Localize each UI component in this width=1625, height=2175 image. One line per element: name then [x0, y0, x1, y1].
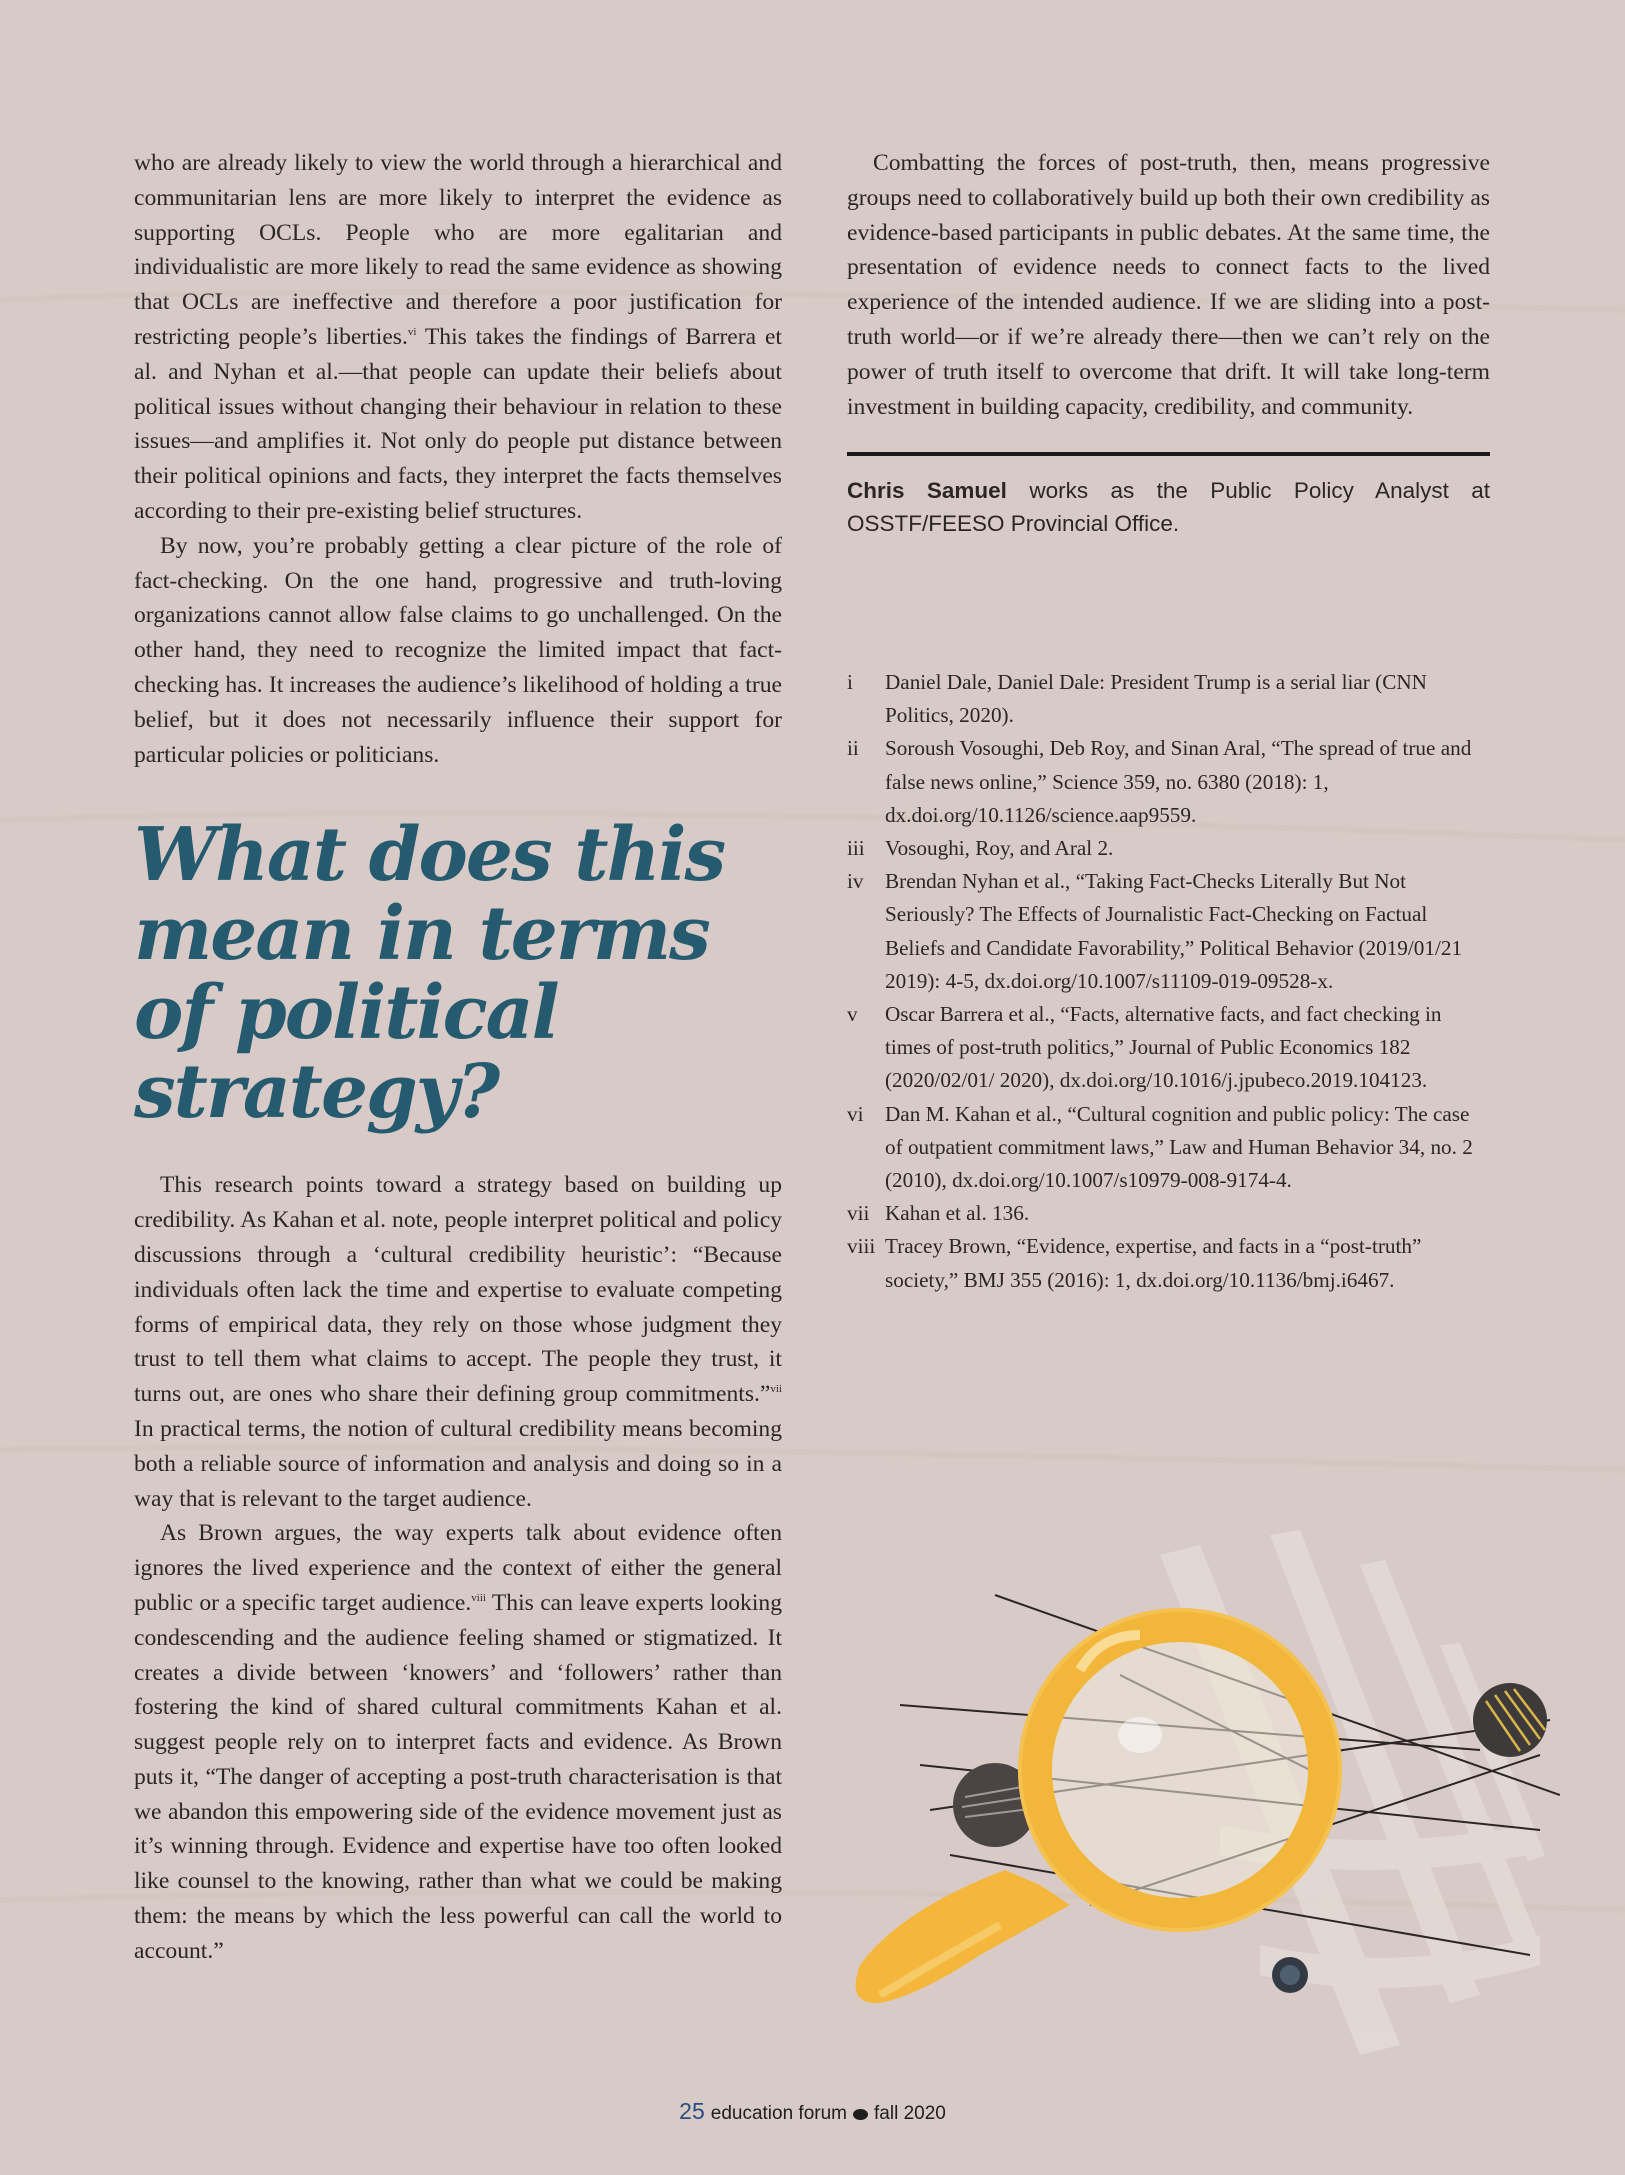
publication-name: education forum — [710, 2103, 847, 2124]
endnote-item: ii Soroush Vosoughi, Deb Roy, and Sinan Aral, “The spread of true and false news online,” Science 359, no. 6380 (2018): 1, dx.doi.org/10.1126/science.aap9559. — [847, 736, 1472, 827]
endnote-item: vi Dan M. Kahan et al., “Cultural cognition and public policy: The case of outpatient commitment laws,” Law and Human Behavior 34, no. 2 (2010), dx.doi.org/10.1007/s10979-008-9174-4. — [847, 1101, 1473, 1193]
paragraph: This research points toward a strategy based on building up credibility. As Kahan et al. note, people interpret political and policy discussions through a ‘cultural credibility heuristic’: “Because individuals often lack the time and expertise to evaluate competing forms of empirical data, they rely on those whose judgment they trust to tell them what claims to accept. The people they trust, it turns out, are ones who share their defining group commitments.”$^{vii}$ In practical terms, the notion of cultural credibility means becoming both a reliable source of information and analysis and doing so in a way that is relevant to the target audience. — [134, 1172, 782, 1512]
paragraph: As Brown argues, the way experts talk about evidence often ignores the lived experience and the context of either the general public or a specific target audience.$^{viii}$ This can leave experts looking condescending and the audience feeling shamed or stigmatized. It creates a divide between ‘knowers’ and ‘followers’ rather than fostering the kind of shared cultural commitments Kahan et al. suggest people rely on to interpret facts and evidence. As Brown puts it, “The danger of accepting a post-truth characterisation is that we abandon this empowering side of the evidence movement just as it’s winning through. Evidence and expertise have too often looked like counsel to the knowing, rather than what we could be making them: the means by which the less powerful can call the world to account.” — [134, 1520, 783, 1964]
right-column — [847, 146, 1490, 540]
endnote-item: iii Vosoughi, Roy, and Aral 2. — [847, 836, 1114, 861]
endnote-ref[interactable]: vi — [407, 326, 417, 339]
left-column — [134, 146, 782, 1969]
endnote-item: v Oscar Barrera et al., “Facts, alternative facts, and fact checking in times of post-truth politics,” Journal of Public Economics 182 (2020/02/01/ 2020), dx.doi.org/10.1016/j.jpubeco.2019.104123. — [847, 1002, 1442, 1093]
section-heading: What does this mean in terms of political strategy? — [134, 812, 725, 1136]
divider — [847, 452, 1490, 456]
endnote-item: iv Brendan Nyhan et al., “Taking Fact-Checks Literally But Not Seriously? The Effects of Journalistic Fact-Checking on Factual Beliefs and Candidate Favorability,” Political Behavior (2019/01/21 2019): 4-5, dx.doi.org/10.1007/s11109-019-09528-x. — [847, 869, 1463, 993]
paragraph: Combatting the forces of post-truth, then, means progressive groups need to collaboratively build up both their own credibility as evidence-based participants in public debates. At the same time, the presentation of evidence needs to connect facts to the lived experience of the intended audience. If we are sliding into a post-truth world—or if we’re already there—then we can’t rely on the power of truth itself to overcome that drift. It will take long-term investment in building capacity, credibility, and community. — [847, 150, 1490, 420]
endnote-item: i Daniel Dale, Daniel Dale: President Trump is a serial liar (CNN Politics, 2020). — [847, 670, 1427, 728]
author-name: Chris Samuel — [847, 478, 1007, 504]
author-bio: Chris Samuel works as the Public Policy Analyst at OSSTF/FEESO Provincial Office. — [847, 478, 1490, 537]
endnote-ref[interactable]: vii — [770, 1383, 782, 1396]
magnifying-glass-illustration — [840, 1525, 1560, 2085]
endnote-item: vii Kahan et al. 136. — [847, 1201, 1030, 1226]
logo-icon — [853, 2109, 868, 2120]
page-number: 25 — [679, 2098, 705, 2124]
endnotes-list — [847, 666, 1487, 1297]
paragraph: By now, you’re probably getting a clear picture of the role of fact-checking. On the one hand, progressive and truth-loving organizations cannot allow false claims to go unchallenged. On the other hand, they need to recognize the limited impact that fact-checking has. It increases the audience’s likelihood of holding a true belief, but it does not necessarily influence their support for particular policies or politicians. — [134, 532, 782, 768]
endnote-ref[interactable]: viii — [471, 1592, 486, 1605]
issue-season: fall 2020 — [874, 2103, 946, 2124]
endnote-item: viii Tracey Brown, “Evidence, expertise, and facts in a “post-truth” society,” BMJ 355 (2016): 1, dx.doi.org/10.1136/bmj.i6467. — [847, 1234, 1422, 1292]
paragraph: who are already likely to view the world through a hierarchical and communitarian lens are more likely to interpret the evidence as supporting OCLs. People who are more egalitarian and individualistic are more likely to read the same evidence as showing that OCLs are ineffective and therefore a poor justification for restricting people’s liberties.$^{vi}$ This takes the findings of Barrera et al. and Nyhan et al.—that people can update their beliefs about political issues without changing their behaviour in relation to these issues—and amplifies it. Not only do people put distance between their political opinions and facts, they interpret the facts themselves according to their pre-existing belief structures. — [134, 150, 782, 524]
page-footer — [0, 2098, 1625, 2125]
